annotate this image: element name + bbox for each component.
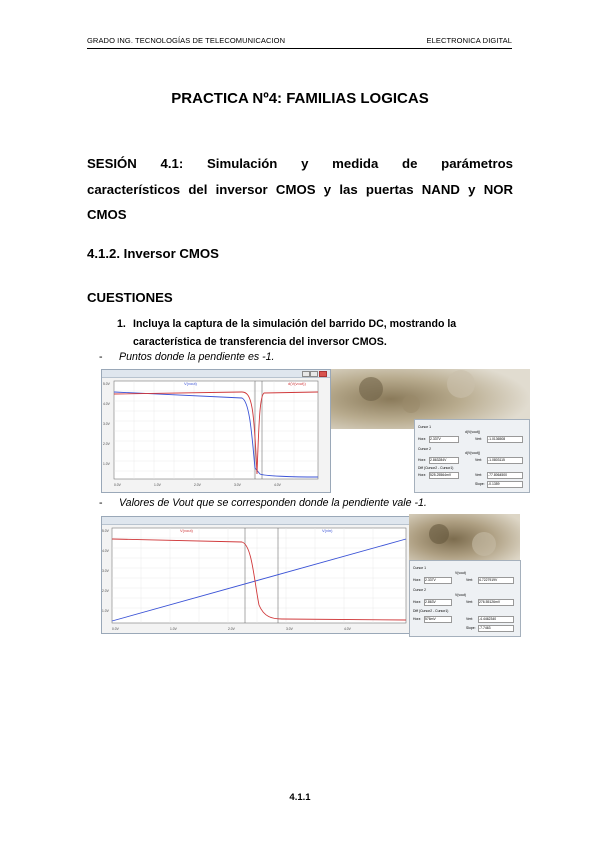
page-number: 4.1.1 [289, 792, 311, 803]
cursor1-vert-label: Vert: [475, 437, 482, 441]
svg-text:2.0V: 2.0V [194, 483, 201, 487]
svg-text:5.0V: 5.0V [102, 529, 109, 533]
waveform-window [101, 369, 331, 493]
session-line-2: característicos del inversor CMOS y las puertas NAND y NOR [87, 181, 513, 197]
svg-text:4.0V: 4.0V [344, 627, 351, 631]
questions-heading: CUESTIONES [87, 290, 173, 305]
svg-text:3.0V: 3.0V [286, 627, 293, 631]
svg-text:1.0V: 1.0V [154, 483, 161, 487]
trace-label-derivative: d(V(vout)) [288, 381, 306, 386]
svg-text:3.0V: 3.0V [103, 422, 110, 426]
svg-text:4.0V: 4.0V [102, 549, 109, 553]
svg-text:3.0V: 3.0V [102, 569, 109, 573]
slope-field[interactable]: -0.1359 [487, 481, 523, 488]
session-line-3: CMOS [87, 207, 127, 222]
cursor1-trace: d(V(vout)) [465, 430, 481, 434]
question-number: 1. [117, 318, 126, 330]
trace-label-vout: V(vout) [184, 381, 197, 386]
header-right: ELECTRONICA DIGITAL [426, 36, 512, 45]
diff-horz-field[interactable]: 576mV [424, 616, 452, 623]
subsection-heading: 4.1.2. Inversor CMOS [87, 246, 219, 261]
svg-text:5.0V: 5.0V [103, 382, 110, 386]
svg-text:1.0V: 1.0V [170, 627, 177, 631]
slope-label: Slope: [466, 626, 476, 630]
svg-text:0.0V: 0.0V [114, 483, 121, 487]
bullet-dash: - [99, 497, 103, 509]
cursor1-trace: V(vout) [455, 571, 466, 575]
cursor2-label: Cursor 2 [413, 588, 427, 592]
trace-label-vin: V(vin) [322, 528, 333, 533]
simulation-screenshot-1 [101, 369, 530, 493]
cursor2-vert-label: Vert: [466, 600, 473, 604]
bullet-text: Puntos donde la pendiente es -1. [119, 351, 275, 363]
cursor1-horz-label: Horz: [418, 437, 427, 441]
cursor1-horz-field[interactable]: 2.337V [429, 436, 459, 443]
cursor2-vert-field[interactable]: 276.55126mV [478, 599, 514, 606]
background-image-fragment [409, 514, 520, 564]
cursor2-label: Cursor 2 [418, 447, 432, 451]
svg-text:1.0V: 1.0V [103, 462, 110, 466]
cursor2-vert-label: Vert: [475, 458, 482, 462]
question-line-1: Incluya la captura de la simulación del barrido DC, mostrando la [133, 318, 457, 330]
diff-horz-field[interactable]: 525.25564mV [429, 472, 459, 479]
diff-vert-label: Vert: [475, 473, 482, 477]
cursor1-label: Cursor 1 [418, 425, 432, 429]
waveform-plot-1 [102, 378, 330, 492]
diff-horz-label: Horz: [413, 617, 422, 621]
cursor2-vert-field[interactable]: -1.0803115 [487, 457, 523, 464]
page-header [87, 34, 512, 49]
session-heading [87, 151, 513, 228]
question-line-2: característica de transferencia del inversor CMOS. [133, 336, 387, 348]
svg-text:1.0V: 1.0V [102, 609, 109, 613]
cursor2-trace: V(vout) [455, 593, 466, 597]
bullet-text: Valores de Vout que se corresponden donde la pendiente vale -1. [119, 497, 427, 509]
diff-vert-field[interactable]: -77.8064500 [487, 472, 523, 479]
cursor2-trace: d(V(vout)) [465, 451, 481, 455]
slope-field[interactable]: -7.7463 [478, 625, 514, 632]
svg-text:3.0V: 3.0V [234, 483, 241, 487]
diff-horz-label: Horz: [418, 473, 427, 477]
cursor1-label: Cursor 1 [413, 566, 427, 570]
diff-vert-label: Vert: [466, 617, 473, 621]
cursor1-vert-label: Vert: [466, 578, 473, 582]
svg-text:2.0V: 2.0V [103, 442, 110, 446]
cursor2-horz-field[interactable]: 2.863V [424, 599, 452, 606]
cursor2-horz-label: Horz: [413, 600, 422, 604]
svg-text:2.0V: 2.0V [102, 589, 109, 593]
cursor-readout-window-1 [414, 419, 530, 493]
svg-text:2.0V: 2.0V [228, 627, 235, 631]
cursor-readout-window-2 [409, 560, 521, 637]
cursor2-horz-field[interactable]: 2.863284V [429, 457, 459, 464]
cursor1-vert-field[interactable]: -1.0136508 [487, 436, 523, 443]
page-title: PRACTICA Nº4: FAMILIAS LOGICAS [171, 90, 429, 107]
slope-label: Slope: [475, 482, 485, 486]
svg-text:4.0V: 4.0V [103, 402, 110, 406]
waveform-plot-2 [102, 525, 410, 633]
diff-label: Diff (Cursor2 - Cursor1) [413, 609, 449, 613]
cursor1-horz-field[interactable]: 2.337V [424, 577, 452, 584]
svg-text:4.0V: 4.0V [274, 483, 281, 487]
bullet-dash: - [99, 351, 103, 363]
cursor1-horz-label: Horz: [413, 578, 422, 582]
header-left: GRADO ING. TECNOLOGÍAS DE TELECOMUNICACION [87, 36, 286, 45]
simulation-screenshot-2 [101, 514, 520, 636]
diff-vert-field[interactable]: -4.4462340 [478, 616, 514, 623]
cursor2-horz-label: Horz: [418, 458, 427, 462]
trace-label-vout: V(vout) [180, 528, 193, 533]
svg-text:0.0V: 0.0V [112, 627, 119, 631]
cursor1-vert-field[interactable]: 4.7227919V [478, 577, 514, 584]
session-line-1: SESIÓN 4.1: Simulación y medida de parámetros [87, 156, 513, 171]
waveform-window [101, 516, 411, 634]
diff-label: Diff (Cursor2 - Cursor1) [418, 466, 454, 470]
